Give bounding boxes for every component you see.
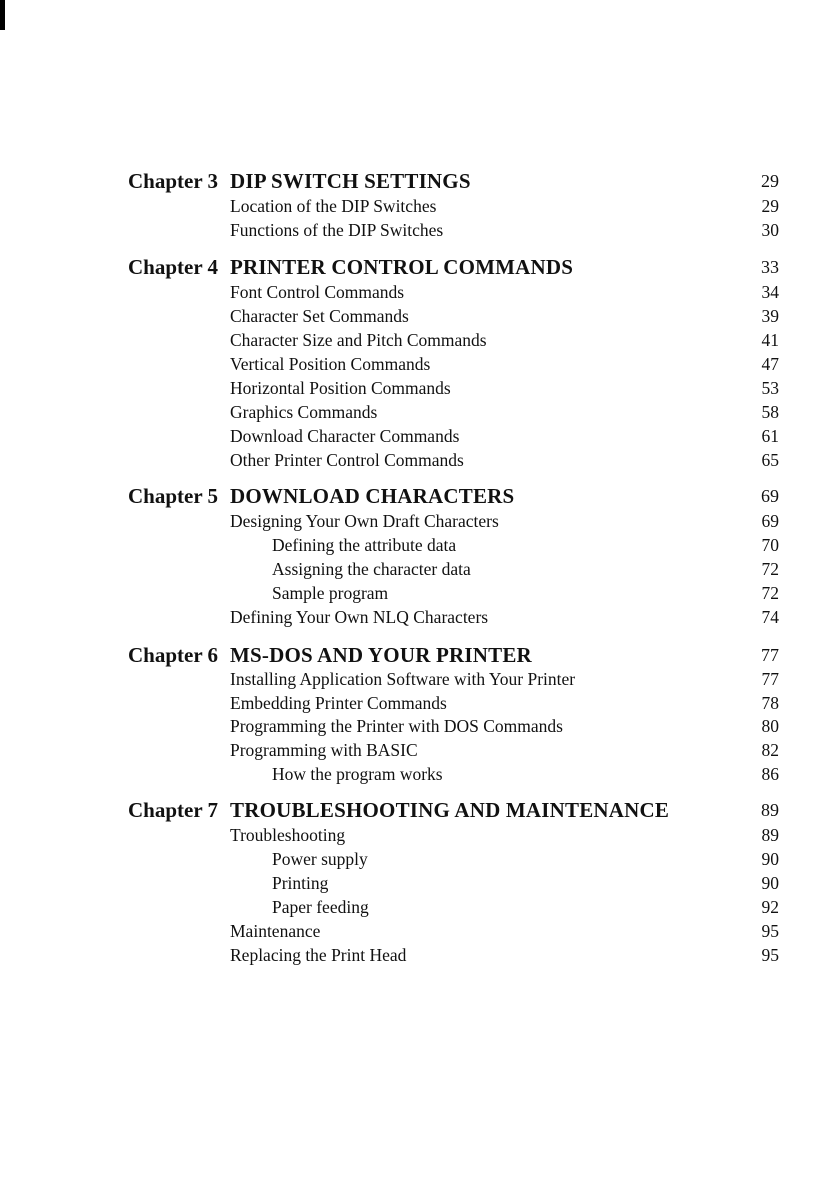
page-number: 74 [761, 607, 779, 627]
chapter-heading[interactable] [0, 484, 838, 508]
chapter-label: Chapter 6 [128, 643, 219, 667]
page-number: 77 [761, 669, 779, 689]
entry-title: Programming the Printer with DOS Commands [230, 716, 563, 736]
chapter-heading[interactable] [0, 643, 838, 667]
page-number: 33 [761, 257, 779, 277]
chapter-title: TROUBLESHOOTING AND MAINTENANCE [230, 798, 670, 822]
toc-entry[interactable] [0, 919, 838, 943]
entry-title: Functions of the DIP Switches [230, 220, 444, 240]
toc-subentry[interactable] [0, 847, 838, 871]
page-number: 80 [761, 716, 779, 736]
toc-entry[interactable] [0, 448, 838, 472]
chapter-heading[interactable] [0, 798, 838, 822]
page-number: 34 [761, 282, 779, 302]
toc-entry[interactable] [0, 376, 838, 400]
page-number: 69 [761, 486, 779, 506]
entry-title: Replacing the Print Head [230, 945, 407, 965]
page-number: 90 [761, 849, 779, 869]
toc-entry[interactable] [0, 194, 838, 218]
entry-title: Maintenance [230, 921, 321, 941]
page-number: 77 [761, 645, 779, 665]
chapter-label: Chapter 5 [128, 484, 219, 508]
toc-entry[interactable] [0, 352, 838, 376]
page-number: 95 [761, 945, 779, 965]
page-number: 82 [761, 740, 779, 760]
page-number: 90 [761, 873, 779, 893]
chapter-title: DIP SWITCH SETTINGS [230, 169, 471, 193]
entry-title: Sample program [272, 583, 389, 603]
page-number: 53 [761, 378, 779, 398]
toc-entry[interactable] [0, 667, 838, 691]
page-number: 72 [761, 559, 779, 579]
entry-title: Download Character Commands [230, 426, 460, 446]
entry-title: Power supply [272, 849, 368, 869]
page-number: 72 [761, 583, 779, 603]
page-number: 92 [761, 897, 779, 917]
page-number: 58 [761, 402, 779, 422]
page-number: 29 [761, 171, 779, 191]
page-number: 47 [761, 354, 779, 374]
toc-subentry[interactable] [0, 895, 838, 919]
chapter-title: MS-DOS AND YOUR PRINTER [230, 643, 532, 667]
toc-subentry[interactable] [0, 533, 838, 557]
toc-entry[interactable] [0, 738, 838, 762]
chapter-title: DOWNLOAD CHARACTERS [230, 484, 515, 508]
page-number: 29 [761, 196, 779, 216]
entry-title: Font Control Commands [230, 282, 405, 302]
toc-entry[interactable] [0, 280, 838, 304]
entry-title: Other Printer Control Commands [230, 450, 464, 470]
page-number: 89 [761, 800, 779, 820]
toc-subentry[interactable] [0, 581, 838, 605]
toc-entry[interactable] [0, 509, 838, 533]
toc-entry[interactable] [0, 400, 838, 424]
page-number: 95 [761, 921, 779, 941]
page-number: 86 [761, 764, 779, 784]
chapter-label: Chapter 4 [128, 255, 219, 279]
entry-title: Vertical Position Commands [230, 354, 431, 374]
toc-entry[interactable] [0, 823, 838, 847]
toc-subentry[interactable] [0, 762, 838, 786]
entry-title: Location of the DIP Switches [230, 196, 437, 216]
toc-entry[interactable] [0, 304, 838, 328]
entry-title: Horizontal Position Commands [230, 378, 451, 398]
chapter-label: Chapter 7 [128, 798, 219, 822]
page-number: 65 [761, 450, 779, 470]
entry-title: Designing Your Own Draft Characters [230, 511, 499, 531]
chapter-heading[interactable] [0, 255, 838, 279]
page-number: 89 [761, 825, 779, 845]
entry-title: How the program works [272, 764, 443, 784]
page-number: 30 [761, 220, 779, 240]
entry-title: Character Size and Pitch Commands [230, 330, 487, 350]
toc-entry[interactable] [0, 691, 838, 715]
chapter-title: PRINTER CONTROL COMMANDS [230, 255, 574, 279]
entry-title: Troubleshooting [230, 825, 346, 845]
toc-subentry[interactable] [0, 871, 838, 895]
page-number: 78 [761, 693, 779, 713]
entry-title: Paper feeding [272, 897, 369, 917]
entry-title: Defining the attribute data [272, 535, 457, 555]
entry-title: Programming with BASIC [230, 740, 418, 760]
entry-title: Installing Application Software with Your Printer [230, 669, 576, 689]
toc-subentry[interactable] [0, 557, 838, 581]
entry-title: Assigning the character data [272, 559, 471, 579]
page-number: 39 [761, 306, 779, 326]
page-number: 41 [761, 330, 779, 350]
entry-title: Embedding Printer Commands [230, 693, 447, 713]
toc-entry[interactable] [0, 943, 838, 967]
page-number: 70 [761, 535, 779, 555]
entry-title: Printing [272, 873, 329, 893]
entry-title: Graphics Commands [230, 402, 378, 422]
entry-title: Defining Your Own NLQ Characters [230, 607, 489, 627]
toc-entry[interactable] [0, 605, 838, 629]
toc-entry[interactable] [0, 328, 838, 352]
page-number: 61 [761, 426, 779, 446]
toc-entry[interactable] [0, 714, 838, 738]
toc-entry[interactable] [0, 218, 838, 242]
entry-title: Character Set Commands [230, 306, 409, 326]
chapter-heading[interactable] [0, 169, 838, 193]
page-number: 69 [761, 511, 779, 531]
chapter-label: Chapter 3 [128, 169, 219, 193]
toc-entry[interactable] [0, 424, 838, 448]
